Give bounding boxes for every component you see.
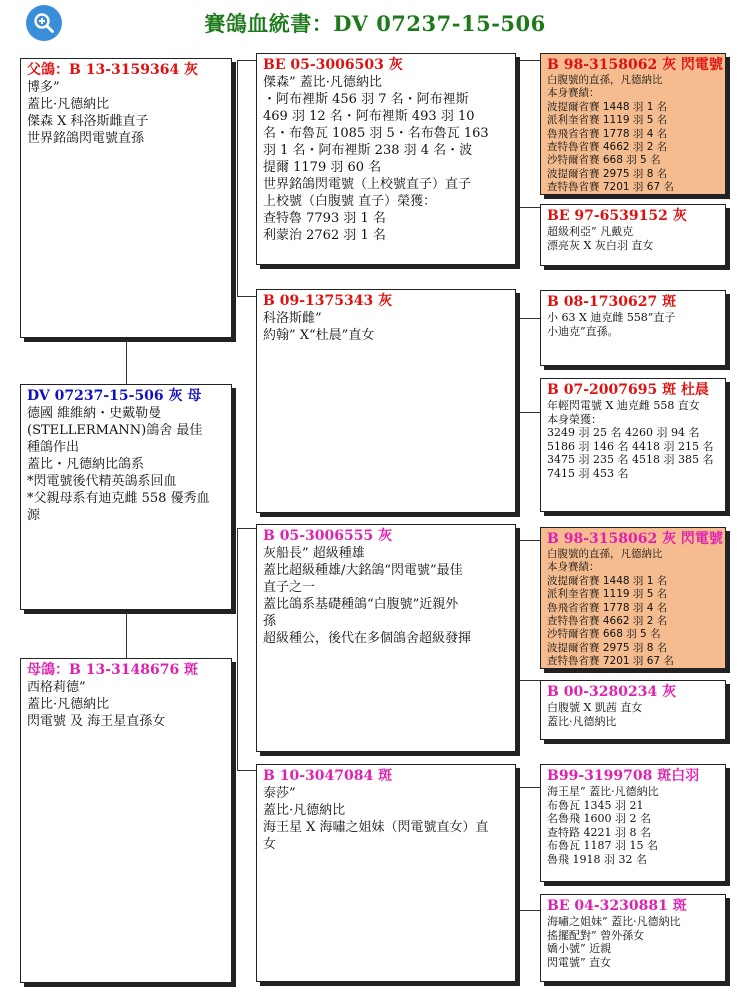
great-grandparent-ring-number-4: B 07-2007695 斑 杜晨 xyxy=(547,382,709,398)
paternal-grandfather-card[interactable] xyxy=(256,53,516,265)
connector-line xyxy=(237,770,256,771)
maternal-grandfather-ring-number: B 05-3006555 灰 xyxy=(263,528,393,544)
great-grandparent-card-5[interactable] xyxy=(540,527,726,669)
great-grandparent-description-3: 小 63 X 迪克雌 558”直子 小迪克”直孫。 xyxy=(547,311,676,338)
connector-line xyxy=(520,540,540,541)
subject-ring-number: DV 07237-15-506 灰 母 xyxy=(27,388,202,404)
connector-line xyxy=(520,60,540,61)
maternal-grandfather-description: 灰船長” 超級種雄 蓋比超級種雄/大銘鴿“閃電號”最佳 直子之一 蓋比鴿系基礎種鴿“白腹號”近親外 孫 超級種公，後代在多個鴿舍超級發揮 xyxy=(263,546,472,646)
maternal-grandmother-description: 泰莎” 蓋比·凡德納比 海王星 X 海嘯之姐妹（閃電號直女）直 女 xyxy=(263,786,489,852)
great-grandparent-card-3[interactable] xyxy=(540,290,726,366)
connector-line xyxy=(520,207,540,208)
great-grandparent-card-6[interactable] xyxy=(540,680,726,740)
maternal-grandmother-ring-number: B 10-3047084 斑 xyxy=(263,768,393,784)
page-title: 賽鴿血統書：DV 07237-15-506 xyxy=(204,11,546,36)
paternal-grandfather-ring-number: BE 05-3006503 灰 xyxy=(263,57,403,73)
great-grandparent-ring-number-3: B 08-1730627 斑 xyxy=(547,294,677,310)
connector-line xyxy=(520,787,540,788)
connector-line xyxy=(520,910,540,911)
great-grandparent-description-8: 海嘯之姐妹” 蓋比·凡德納比 搖擺配對” 曾外孫女 嬌小號” 近親 閃電號” 直女 xyxy=(547,915,681,969)
connector-line xyxy=(237,528,256,529)
connector-line xyxy=(520,412,540,413)
connector-line xyxy=(237,528,238,770)
great-grandparent-description-2: 超級利亞” 凡戴克 漂亮灰 X 灰白羽 直女 xyxy=(547,225,654,252)
great-grandparent-description-1: 白腹號的直孫，凡德納比 本身賽績： 波提爾省賽 1448 羽 1 名 派利奎省賽 1119 羽 5 名 魯飛省省賽 1778 羽 4 名 查特魯省賽 4662 羽 2 名 沙特爾省賽 668 羽 5 名 波提爾省賽 2975 羽 8 名 查特魯省賽 7201 羽 67 名 xyxy=(547,74,674,194)
subject-description: 德國 維維納・史戴勒曼 (STELLERMANN)鴿舍 最佳 種鴿作出 蓋比・凡德納比鴿系 *閃電號後代精英鴿系回血 *父親母系有迪克雌 558 優秀血 源 xyxy=(27,406,210,523)
great-grandparent-card-1[interactable] xyxy=(540,53,726,195)
great-grandparent-description-4: 年輕閃電號 X 迪克雌 558 直女 本身榮獲： 3249 羽 25 名 4260 羽 94 名 5186 羽 146 名 4418 羽 215 名 3475 羽 235 名 4518 羽 385 名 7415 羽 453 名 xyxy=(547,399,714,480)
mother-description: 西格莉德” 蓋比·凡德納比 閃電號 及 海王星直孫女 xyxy=(27,680,166,729)
connector-line xyxy=(520,318,540,319)
great-grandparent-description-5: 白腹號的直孫，凡德納比 本身賽績： 波提爾省賽 1448 羽 1 名 派利奎省賽 1119 羽 5 名 魯飛省省賽 1778 羽 4 名 查特魯省賽 4662 羽 2 名 沙特爾省賽 668 羽 5 名 波提爾省賽 2975 羽 8 名 查特魯省賽 7201 羽 67 名 xyxy=(547,548,674,668)
great-grandparent-ring-number-5: B 98-3158062 灰 閃電號 xyxy=(547,531,723,547)
paternal-grandmother-description: 科洛斯雌” 約翰” X“杜晨”直女 xyxy=(263,311,375,343)
maternal-grandfather-card[interactable] xyxy=(256,524,516,752)
mother-card[interactable] xyxy=(20,658,232,983)
paternal-grandmother-ring-number: B 09-1375343 灰 xyxy=(263,293,393,309)
great-grandparent-ring-number-6: B 00-3280234 灰 xyxy=(547,684,677,700)
great-grandparent-card-7[interactable] xyxy=(540,764,726,882)
father-card[interactable] xyxy=(20,58,232,338)
great-grandparent-card-4[interactable] xyxy=(540,378,726,512)
great-grandparent-description-7: 海王星” 蓋比·凡德納比 布魯瓦 1345 羽 21 名魯飛 1600 羽 2 名 查特路 4221 羽 8 名 布魯瓦 1187 羽 15 名 魯飛 1918 羽 32 名 xyxy=(547,785,659,866)
connector-line xyxy=(126,612,127,658)
father-description: 博多” 蓋比·凡德納比 傑森 X 科洛斯雌直子 世界銘鴿閃電號直孫 xyxy=(27,80,149,146)
great-grandparent-card-2[interactable] xyxy=(540,204,726,266)
great-grandparent-ring-number-7: B99-3199708 斑白羽 xyxy=(547,768,700,784)
connector-line xyxy=(520,680,540,681)
connector-line xyxy=(237,296,256,297)
great-grandparent-ring-number-1: B 98-3158062 灰 閃電號 xyxy=(547,57,723,73)
father-ring-number: 父鴿：B 13-3159364 灰 xyxy=(27,62,199,78)
paternal-grandmother-card[interactable] xyxy=(256,289,516,513)
connector-line xyxy=(126,340,127,384)
maternal-grandmother-card[interactable] xyxy=(256,764,516,982)
paternal-grandfather-description: 傑森” 蓋比·凡德納比 ・阿布裡斯 456 羽 7 名・阿布裡斯 469 羽 12 名・阿布裡斯 493 羽 10 名・布魯瓦 1085 羽 5・名布魯瓦 163 羽 1 名・阿布裡斯 238 羽 4 名・波 提爾 1179 羽 60 名 世界銘鴿閃電號（上校號直子）直子 上校號（白腹號 直子）榮獲： 查特魯 7793 羽 1 名 利蒙治 2762 羽 1 名 xyxy=(263,75,489,243)
subject-card[interactable] xyxy=(20,384,232,610)
great-grandparent-description-6: 白腹號 X 凱茜 直女 蓋比·凡德納比 xyxy=(547,701,643,728)
great-grandparent-ring-number-8: BE 04-3230881 斑 xyxy=(547,898,687,914)
great-grandparent-ring-number-2: BE 97-6539152 灰 xyxy=(547,208,687,224)
great-grandparent-card-8[interactable] xyxy=(540,894,726,982)
mother-ring-number: 母鴿：B 13-3148676 斑 xyxy=(27,662,199,678)
connector-line xyxy=(237,60,238,296)
connector-line xyxy=(237,60,256,61)
